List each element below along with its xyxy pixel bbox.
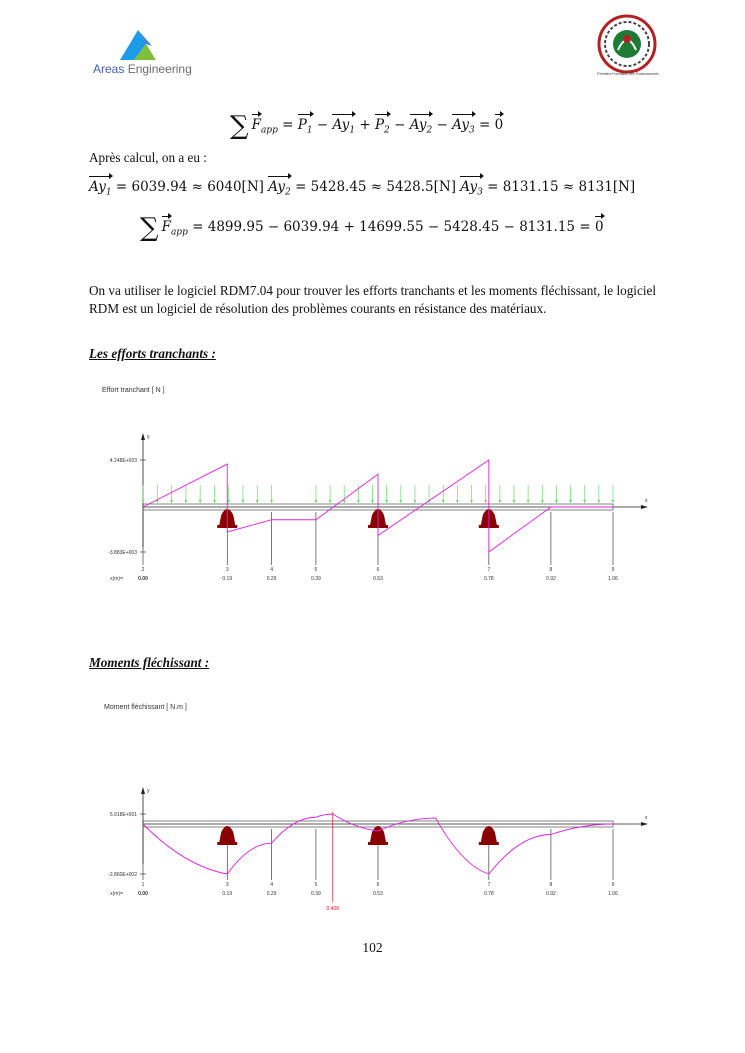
term-ay-sub: 3 [469, 125, 475, 136]
node-number: 9 [611, 882, 615, 888]
logo-word-areas: Areas [93, 62, 125, 76]
load-arrow-head [184, 500, 187, 503]
support-base [217, 842, 237, 845]
support-base [368, 842, 388, 845]
load-arrow-head [357, 500, 360, 503]
y-max-label: 4.248E+003 [109, 458, 137, 464]
support-base [479, 842, 499, 845]
load-arrow-head [470, 500, 473, 503]
support-icon [481, 826, 497, 842]
node-position-label: 0.00 [138, 891, 148, 897]
load-arrow-head [170, 500, 173, 503]
node-number: 3 [225, 882, 229, 888]
node-position-label: 0.92 [546, 891, 556, 897]
term-p-sub: 1 [306, 125, 313, 136]
ay-sub: 2 [285, 187, 291, 198]
load-arrow-head [583, 500, 586, 503]
moment-chart-title: Moment fléchissant [ N.m ] [104, 704, 187, 711]
y-axis-arrow [141, 787, 145, 794]
force-subscript: app [260, 125, 278, 136]
y-axis-label: y [147, 788, 150, 794]
node-position-label: 0.29 [266, 891, 277, 897]
shear-force-chart [85, 395, 665, 600]
page-number: 102 [362, 940, 383, 955]
load-arrow-head [385, 500, 388, 503]
ay2-value: = 5428.45 ≈ 5428.5[N] [295, 179, 456, 195]
reaction-values [89, 179, 635, 198]
load-arrow-head [399, 500, 402, 503]
term-ay: Ay [452, 117, 470, 133]
node-position-label: 0.19 [222, 891, 233, 897]
load-arrow-head [242, 500, 245, 503]
x-axis-arrow [641, 822, 648, 826]
load-arrow-head [314, 500, 317, 503]
zero-vector: 0 [594, 219, 604, 235]
load-arrow-head [142, 500, 145, 503]
load-arrow-head [597, 500, 600, 503]
load-arrow-head [256, 500, 259, 503]
x-prefix-label: x(m)= [110, 891, 123, 897]
node-position-label: 0.53 [373, 576, 383, 582]
node-position-label: 0.19 [222, 576, 233, 582]
support-icon [219, 826, 235, 842]
load-arrow-head [484, 500, 487, 503]
term-p-sub: 2 [384, 125, 390, 136]
node-position-label: 0.39 [311, 576, 321, 582]
load-arrow-head [329, 500, 332, 503]
load-arrow-head [270, 500, 273, 503]
node-number: 8 [549, 567, 553, 573]
logo-word-engineering: Engineering [127, 62, 192, 76]
y-min-label: -2.860E+002 [108, 872, 137, 878]
load-arrow-head [541, 500, 544, 503]
node-number: 8 [549, 882, 553, 888]
node-position-label: 0.78 [483, 576, 494, 582]
equation-sum-numeric [140, 208, 604, 243]
node-number: 6 [376, 882, 380, 888]
ay3-value: = 8131.15 ≈ 8131[N] [487, 179, 636, 195]
load-arrow-head [213, 500, 216, 503]
node-number: 2 [141, 567, 145, 573]
force-subscript: app [170, 227, 188, 238]
load-arrow-head [498, 500, 501, 503]
node-number: 6 [376, 567, 380, 573]
load-arrow-head [199, 500, 202, 503]
ay-symbol: Ay [89, 179, 106, 195]
y-axis-label: y [147, 434, 150, 440]
max-moment-label: 0.428 [326, 906, 340, 912]
load-arrow-head [512, 500, 515, 503]
load-arrow-head [612, 500, 615, 503]
node-position-label: 0.29 [266, 576, 277, 582]
node-position-label: 0.78 [483, 891, 494, 897]
force-vector: F [251, 117, 261, 133]
term-ay-sub: 2 [426, 125, 433, 136]
ay1-value: = 6039.94 ≈ 6040[N] [115, 179, 264, 195]
y-axis-arrow [141, 433, 145, 440]
logo-text [93, 62, 192, 76]
x-axis-label: x [645, 815, 648, 821]
eq2-values: = 4899.95 − 6039.94 + 14699.55 − 5428.45 − 8131.15 = [192, 219, 591, 235]
load-arrow-head [456, 500, 459, 503]
node-number: 4 [270, 567, 273, 573]
node-position-label: 0.39 [311, 891, 321, 897]
bending-moment-chart [85, 712, 665, 924]
ay-sub: 3 [477, 187, 483, 198]
node-position-label: 1.06 [608, 576, 618, 582]
node-position-label: 0.92 [546, 576, 556, 582]
load-arrow-head [413, 500, 416, 503]
x-axis-label: x [645, 498, 648, 504]
sum-symbol: ∑ [230, 111, 249, 141]
node-position-label: 1.06 [608, 891, 618, 897]
node-number: 1 [141, 882, 145, 888]
node-number: 5 [314, 882, 318, 888]
y-max-label: 5.918E+001 [109, 812, 137, 818]
shear-heading: Les efforts tranchants : [89, 346, 216, 361]
x-prefix-label: x(m)= [110, 576, 123, 582]
node-number: 5 [314, 567, 318, 573]
term-ay: Ay [332, 117, 350, 133]
term-ay: Ay [409, 117, 427, 133]
node-number: 9 [611, 567, 615, 573]
x-axis-arrow [641, 505, 648, 509]
load-arrow-head [555, 500, 558, 503]
force-vector: F [161, 219, 171, 235]
load-arrow-head [343, 500, 346, 503]
node-number: 7 [487, 882, 491, 888]
ay-symbol: Ay [460, 179, 478, 195]
ay-sub: 1 [105, 187, 112, 198]
ay-symbol: Ay [268, 179, 286, 195]
load-arrow-head [442, 500, 445, 503]
y-min-label: -3.883E+003 [108, 550, 137, 556]
intro-paragraph: On va utiliser le logiciel RDM7.04 pour trouver les efforts tranchants et les moments fléchissant, le logiciel RDM est un logiciel de résolution des problèmes courants en résistance des matériaux. [89, 283, 656, 316]
term-ay-sub: 1 [349, 125, 356, 136]
moment-heading: Moments fléchissant : [89, 655, 210, 670]
node-number: 7 [487, 567, 491, 573]
term-p: P [297, 117, 307, 133]
zero-vector: 0 [494, 117, 504, 133]
node-position-label: 0.00 [138, 576, 148, 582]
node-position-label: 0.53 [373, 891, 383, 897]
shear-chart-title: Effort tranchant [ N ] [102, 387, 165, 394]
after-calc-text: Après calcul, on a eu : [89, 150, 207, 165]
sum-symbol: ∑ [140, 213, 159, 243]
node-number: 4 [270, 882, 273, 888]
load-arrow-head [371, 500, 374, 503]
node-number: 3 [225, 567, 229, 573]
equation-sum-forces: ∑ $F_{app} = P_1 - Ay_1 + P_2 - Ay_2 - Ay_3 = 0$ [230, 111, 504, 141]
load-arrow-head [527, 500, 530, 503]
term-p: P [374, 117, 385, 133]
load-arrow-head [569, 500, 572, 503]
seal-caption: Première Formation des Professionnels [597, 72, 659, 76]
